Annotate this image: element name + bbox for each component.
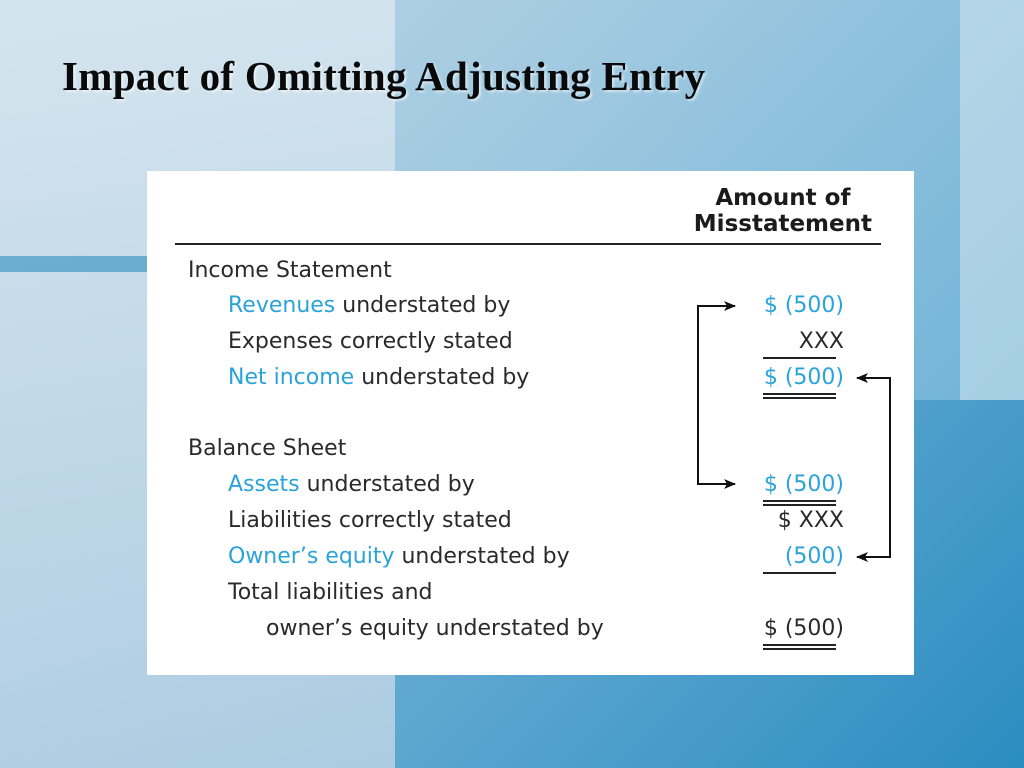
balance-sheet-heading: Balance Sheet xyxy=(188,436,347,461)
revenues-to-assets-arrow xyxy=(698,306,732,484)
owners-equity-term: Owner’s equity xyxy=(228,544,395,569)
owners-equity-amount-value: (500) xyxy=(784,544,844,569)
income-statement-heading: Income Statement xyxy=(188,258,392,283)
assets-term: Assets xyxy=(228,472,300,497)
liabilities-amount: $ XXX xyxy=(777,508,844,533)
owners-equity-rest: understated by xyxy=(394,544,570,569)
expenses-row: Expenses correctly stated xyxy=(228,329,513,354)
assets-amount-value: $ (500) xyxy=(763,472,844,497)
net-income-amount-value: $ (500) xyxy=(763,365,844,390)
net-income-term: Net income xyxy=(228,365,355,390)
revenues-amount-value: $ (500) xyxy=(763,293,844,318)
expenses-amount: XXX xyxy=(798,329,844,354)
net-income-to-equity-bracket xyxy=(858,378,890,557)
total-amount: $ (500) xyxy=(763,616,844,641)
column-header-line-2: Misstatement xyxy=(693,211,872,237)
revenues-rest: understated by xyxy=(335,293,511,318)
total-label-line-1: Total liabilities and xyxy=(228,580,433,605)
flow-arrows xyxy=(147,171,914,675)
slide-title: Impact of Omitting Adjusting Entry xyxy=(62,53,706,99)
background-accent xyxy=(960,0,1024,400)
column-header-line-1: Amount of xyxy=(715,185,851,211)
net-income-rest: understated by xyxy=(354,365,530,390)
misstatement-table xyxy=(147,171,914,675)
revenues-term: Revenues xyxy=(228,293,336,318)
assets-rest: understated by xyxy=(299,472,475,497)
liabilities-row: Liabilities correctly stated xyxy=(228,508,512,533)
total-label-line-2: owner’s equity understated by xyxy=(266,616,604,641)
